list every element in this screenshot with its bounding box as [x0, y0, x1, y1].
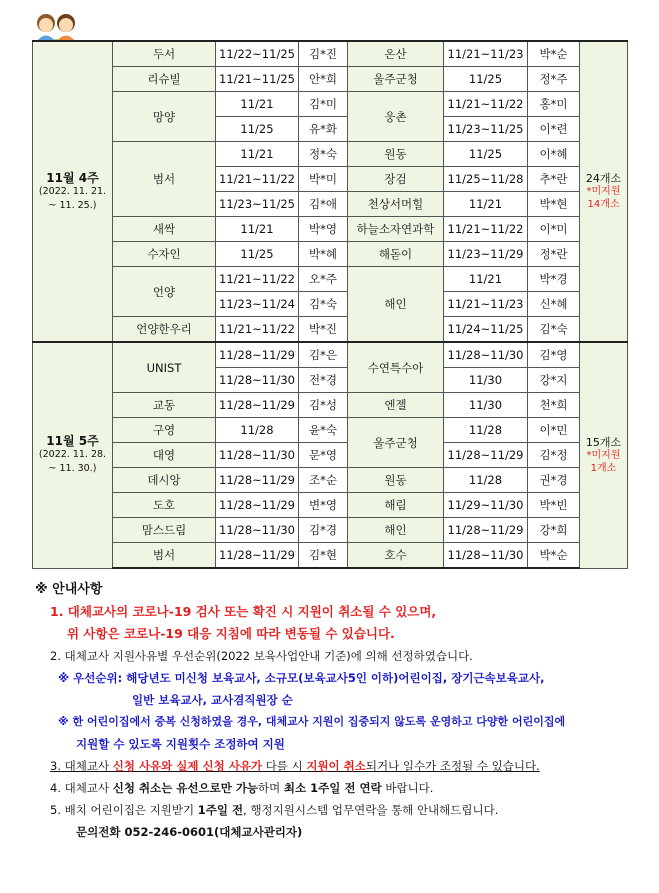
teacher-left: 윤*숙 — [299, 418, 348, 443]
dates-left: 11/28~11/29 — [216, 342, 299, 368]
center-name-right: 울주군청 — [348, 67, 444, 92]
dates-left: 11/21~11/22 — [216, 167, 299, 192]
center-name-right: 엔젤 — [348, 393, 444, 418]
duplicate-line-1: ※ 한 어린이집에서 중복 신청하였을 경우, 대체교사 지원이 집중되지 않도록 운영하고 다양한 어린이집에 — [58, 715, 566, 728]
center-name-left: 범서 — [113, 142, 216, 217]
teacher-right: 추*란 — [528, 167, 580, 192]
notice-item-2: 2. 대체교사 지원사유별 우선순위(2022 보육사업안내 기준)에 의해 선정하였습니다. — [50, 649, 473, 663]
dates-right: 11/28 — [444, 418, 528, 443]
dates-left: 11/28~11/29 — [216, 543, 299, 569]
week5-unsupported-label: *미지원 — [586, 449, 621, 461]
contact-phone: 문의전화 052-246-0601(대체교사관리자) — [76, 825, 303, 839]
dates-left: 11/28~11/29 — [216, 393, 299, 418]
teacher-right: 강*지 — [528, 368, 580, 393]
center-name-left: 언양 — [113, 267, 216, 317]
dates-left: 11/28 — [216, 418, 299, 443]
week4-label — [33, 41, 113, 342]
dates-right: 11/24~11/25 — [444, 317, 528, 343]
notice-item-4 — [32, 777, 632, 799]
table-row — [33, 242, 628, 267]
priority-line-1: ※ 우선순위: 해당년도 미신청 보육교사, 소규모(보육교사5인 이하)어린이집, 장기근속보육교사, — [58, 671, 545, 685]
teacher-left: 박*혜 — [299, 242, 348, 267]
teacher-right: 이*민 — [528, 418, 580, 443]
teacher-right: 권*경 — [528, 468, 580, 493]
center-name-left: 새싹 — [113, 217, 216, 242]
table-row — [33, 418, 628, 443]
dates-right: 11/28~11/29 — [444, 518, 528, 543]
teacher-right: 박*현 — [528, 192, 580, 217]
teacher-left: 김*애 — [299, 192, 348, 217]
dates-right: 11/21~11/23 — [444, 292, 528, 317]
notice-3-mid: 다를 시 — [262, 759, 307, 773]
dates-left: 11/28~11/30 — [216, 368, 299, 393]
teacher-right: 강*희 — [528, 518, 580, 543]
dates-right: 11/28~11/29 — [444, 443, 528, 468]
dates-right: 11/28 — [444, 468, 528, 493]
center-name-left: 수자인 — [113, 242, 216, 267]
teacher-right: 박*빈 — [528, 493, 580, 518]
dates-right: 11/30 — [444, 368, 528, 393]
center-name-right: 장검 — [348, 167, 444, 192]
dates-left: 11/28~11/29 — [216, 493, 299, 518]
week5-range-start: (2022. 11. 28. — [38, 449, 107, 461]
center-name-left: 언양한우리 — [113, 317, 216, 343]
dates-right: 11/25 — [444, 67, 528, 92]
teacher-left: 박*영 — [299, 217, 348, 242]
table-row — [33, 493, 628, 518]
teacher-right: 홍*미 — [528, 92, 580, 117]
center-name-left: 데시앙 — [113, 468, 216, 493]
dates-right: 11/23~11/29 — [444, 242, 528, 267]
dates-right: 11/28~11/30 — [444, 342, 528, 368]
dates-right: 11/21 — [444, 192, 528, 217]
table-row — [33, 67, 628, 92]
notice-item-1b: 위 사항은 코로나-19 대응 지침에 따라 변동될 수 있습니다. — [67, 626, 395, 641]
notice-item-3 — [32, 755, 632, 777]
table-row — [33, 468, 628, 493]
table-row — [33, 342, 628, 368]
dates-right: 11/29~11/30 — [444, 493, 528, 518]
notice-3-red-1: 신청 사유와 실제 신청 사유가 — [112, 759, 263, 773]
teacher-left: 박*미 — [299, 167, 348, 192]
dates-right: 11/21 — [444, 267, 528, 292]
dates-right: 11/25 — [444, 142, 528, 167]
center-name-right: 해인 — [348, 267, 444, 343]
center-name-left: 범서 — [113, 543, 216, 569]
week5-count: 15개소 — [585, 435, 622, 449]
dates-left: 11/28~11/29 — [216, 468, 299, 493]
week5-summary — [580, 342, 628, 568]
teacher-right: 김*정 — [528, 443, 580, 468]
table-row — [33, 142, 628, 167]
teacher-left: 김*성 — [299, 393, 348, 418]
dates-left: 11/21~11/22 — [216, 317, 299, 343]
center-name-right: 웅촌 — [348, 92, 444, 142]
teacher-left: 유*화 — [299, 117, 348, 142]
dates-left: 11/21~11/22 — [216, 267, 299, 292]
center-name-right: 해돋이 — [348, 242, 444, 267]
notice-3-post: 되거나 일수가 조정될 수 있습니다. — [365, 759, 540, 773]
dates-left: 11/23~11/24 — [216, 292, 299, 317]
teacher-right: 신*혜 — [528, 292, 580, 317]
center-name-right: 수연특수아 — [348, 342, 444, 393]
center-name-right: 해림 — [348, 493, 444, 518]
teacher-left: 정*숙 — [299, 142, 348, 167]
center-name-left: 도호 — [113, 493, 216, 518]
teacher-right: 김*숙 — [528, 317, 580, 343]
teacher-right: 김*영 — [528, 342, 580, 368]
teacher-left: 김*은 — [299, 342, 348, 368]
dates-right: 11/21~11/22 — [444, 217, 528, 242]
teacher-left: 문*영 — [299, 443, 348, 468]
center-name-left: 맘스드림 — [113, 518, 216, 543]
notice-3-pre: 3. 대체교사 — [50, 759, 113, 773]
teacher-right: 정*란 — [528, 242, 580, 267]
center-name-right: 원동 — [348, 468, 444, 493]
table-row — [33, 267, 628, 292]
dates-left: 11/25 — [216, 117, 299, 142]
dates-left: 11/21 — [216, 92, 299, 117]
notice-4-bold-1: 신청 취소는 유선으로만 가능 — [112, 781, 259, 795]
center-name-left: 대영 — [113, 443, 216, 468]
duplicate-line-2: 지원할 수 있도록 지원횟수 조정하여 지원 — [76, 737, 285, 751]
teacher-left: 전*경 — [299, 368, 348, 393]
center-name-left: 망양 — [113, 92, 216, 142]
teacher-right: 정*주 — [528, 67, 580, 92]
teacher-left: 김*경 — [299, 518, 348, 543]
table-row — [33, 317, 628, 343]
week5-range-end: ~ 11. 30.) — [48, 463, 97, 475]
teacher-left: 김*미 — [299, 92, 348, 117]
teacher-left: 안*희 — [299, 67, 348, 92]
table-row — [33, 393, 628, 418]
teacher-left: 변*영 — [299, 493, 348, 518]
notice-5-pre: 5. 배치 어린이집은 지원받기 — [50, 803, 198, 817]
teacher-right: 이*혜 — [528, 142, 580, 167]
table-row — [33, 217, 628, 242]
dates-right: 11/30 — [444, 393, 528, 418]
teacher-left: 오*주 — [299, 267, 348, 292]
week4-unsupported-label: *미지원 — [586, 186, 621, 197]
teacher-left: 김*현 — [299, 543, 348, 569]
dates-right: 11/23~11/25 — [444, 117, 528, 142]
week4-range-start: (2022. 11. 21. — [38, 185, 107, 197]
dates-right: 11/21~11/22 — [444, 92, 528, 117]
week4-range-end: ~ 11. 25.) — [48, 199, 97, 211]
teacher-right: 이*미 — [528, 217, 580, 242]
notice-heading: ※ 안내사항 — [35, 582, 103, 597]
dates-left: 11/28~11/30 — [216, 518, 299, 543]
teacher-right: 천*희 — [528, 393, 580, 418]
center-name-right: 해인 — [348, 518, 444, 543]
table-row — [33, 443, 628, 468]
notice-section — [32, 578, 632, 843]
dates-right: 11/28~11/30 — [444, 543, 528, 569]
week4-title: 11월 4주 — [46, 170, 99, 185]
center-name-right: 원동 — [348, 142, 444, 167]
notice-3-red-2: 지원이 취소 — [306, 759, 366, 773]
teacher-right: 박*순 — [528, 543, 580, 569]
center-name-right: 울주군청 — [348, 418, 444, 468]
table-row — [33, 41, 628, 67]
week4-unsupported-count: 14개소 — [587, 199, 620, 210]
priority-line-2: 일반 보육교사, 교사겸직원장 순 — [132, 693, 293, 707]
dates-left: 11/21~11/25 — [216, 67, 299, 92]
dates-left: 11/23~11/25 — [216, 192, 299, 217]
notice-4-post: 바랍니다. — [381, 781, 434, 795]
dates-left: 11/22~11/25 — [216, 41, 299, 67]
table-row — [33, 518, 628, 543]
teacher-right: 박*순 — [528, 41, 580, 67]
notice-item-1a: 1. 대체교사의 코로나-19 검사 또는 확진 시 지원이 취소될 수 있으며, — [50, 604, 437, 619]
notice-5-post: , 행정지원시스템 업무연락을 통해 안내해드립니다. — [243, 803, 499, 817]
center-name-left: 리슈빌 — [113, 67, 216, 92]
week5-unsupported-count: 1개소 — [590, 462, 617, 474]
dates-left: 11/28~11/30 — [216, 443, 299, 468]
dates-right: 11/21~11/23 — [444, 41, 528, 67]
teacher-left: 조*순 — [299, 468, 348, 493]
center-name-left: UNIST — [113, 342, 216, 393]
dates-left: 11/21 — [216, 217, 299, 242]
center-name-left: 구영 — [113, 418, 216, 443]
week5-title: 11월 5주 — [46, 434, 99, 449]
teacher-right: 이*련 — [528, 117, 580, 142]
week5-label — [33, 342, 113, 568]
center-name-left: 교동 — [113, 393, 216, 418]
notice-item-5 — [32, 799, 632, 821]
teacher-left: 박*진 — [299, 317, 348, 343]
notice-4-pre: 4. 대체교사 — [50, 781, 113, 795]
dates-left: 11/25 — [216, 242, 299, 267]
center-name-right: 하늘소자연과학 — [348, 217, 444, 242]
week4-summary — [580, 41, 628, 342]
center-name-right: 천상서머힐 — [348, 192, 444, 217]
dates-right: 11/25~11/28 — [444, 167, 528, 192]
table-row — [33, 92, 628, 117]
table-row — [33, 543, 628, 569]
week4-count: 24개소 — [585, 172, 622, 185]
notice-4-bold-2: 최소 1주일 전 연락 — [283, 781, 382, 795]
center-name-right: 호수 — [348, 543, 444, 569]
teacher-left: 김*숙 — [299, 292, 348, 317]
dates-left: 11/21 — [216, 142, 299, 167]
center-name-left: 두서 — [113, 41, 216, 67]
substitute-teacher-schedule-table — [32, 40, 628, 569]
notice-5-bold: 1주일 전 — [197, 803, 244, 817]
center-name-right: 온산 — [348, 41, 444, 67]
notice-4-mid: 하며 — [258, 781, 284, 795]
teacher-left: 김*진 — [299, 41, 348, 67]
teacher-right: 박*경 — [528, 267, 580, 292]
